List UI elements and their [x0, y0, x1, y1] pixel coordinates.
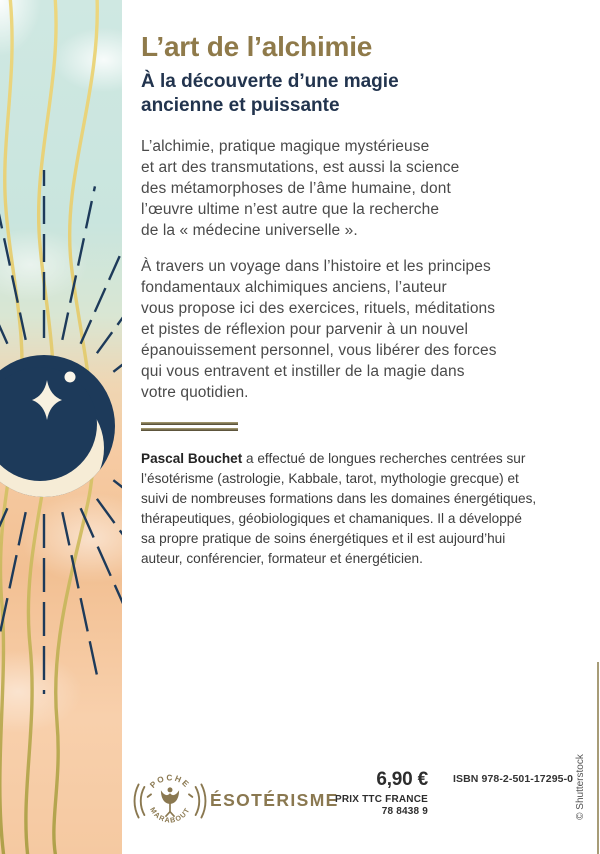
watercolor-band: [0, 0, 122, 854]
subtitle-line: À la découverte d’une magie: [141, 71, 399, 92]
subtitle: [141, 70, 591, 118]
sparkle-dot-icon: [65, 372, 76, 383]
author-name: Pascal Bouchet: [141, 450, 243, 466]
isbn: ISBN 978-2-501-17295-0: [453, 773, 574, 785]
marabout-poche-logo-icon: [132, 763, 208, 839]
subtitle-line: ancienne et puissante: [141, 95, 340, 116]
divider-bar: [141, 428, 238, 431]
author-bio: Pascal Bouchet a effectué de longues recherches centrées sur l’ésotérisme (astrologie, Kabbale, tarot, mythologie grecque) et suivi de nombreuses formations dans les domaines énergétiques, thérapeutiques, géobiologiques et chamaniques. Il a développé sa propre pratique de soins énergétiques et il est aujourd’hui auteur, conférencier, formateur et énergéticien.: [141, 450, 537, 566]
paragraph-2: À travers un voyage dans l’histoire et les principes fondamentaux alchimiques anciens, l’auteur vous propose ici des exercices, rituels, méditations et pistes de réflexion pour parvenir à un nouvel épanouissement personnel, vous libérer des forces qui vous entravent et instiller de la magie dans votre quotidien.: [141, 258, 497, 401]
section-divider: [141, 422, 238, 431]
logo-text-marabout: MARABOUT: [148, 806, 192, 825]
eye-moon-illustration: [0, 0, 122, 854]
price-code: 78 8438 9: [381, 806, 428, 817]
collection-label: ÉSOTÉRISME: [210, 790, 339, 810]
paragraph-1: L’alchimie, pratique magique mystérieuse et art des transmutations, est aussi la science des métamorphoses de l’âme humaine, dont l’œuvre ultime n’est autre que la recherche de la « médecine universelle ».: [141, 138, 460, 239]
tulip-bird-icon: [161, 787, 179, 816]
page-title: L’art de l’alchimie: [141, 31, 373, 62]
eye-moon: [0, 355, 115, 508]
divider-bar: [141, 422, 238, 425]
price-block: [322, 769, 428, 817]
price: 6,90 €: [376, 769, 428, 790]
right-edge-rule: [597, 662, 599, 854]
price-note: PRIX TTC FRANCE: [335, 794, 428, 805]
back-cover-text: [141, 31, 591, 569]
logo-text-poche: POCHE: [148, 773, 192, 790]
photo-credit: © Shutterstock: [575, 754, 586, 820]
